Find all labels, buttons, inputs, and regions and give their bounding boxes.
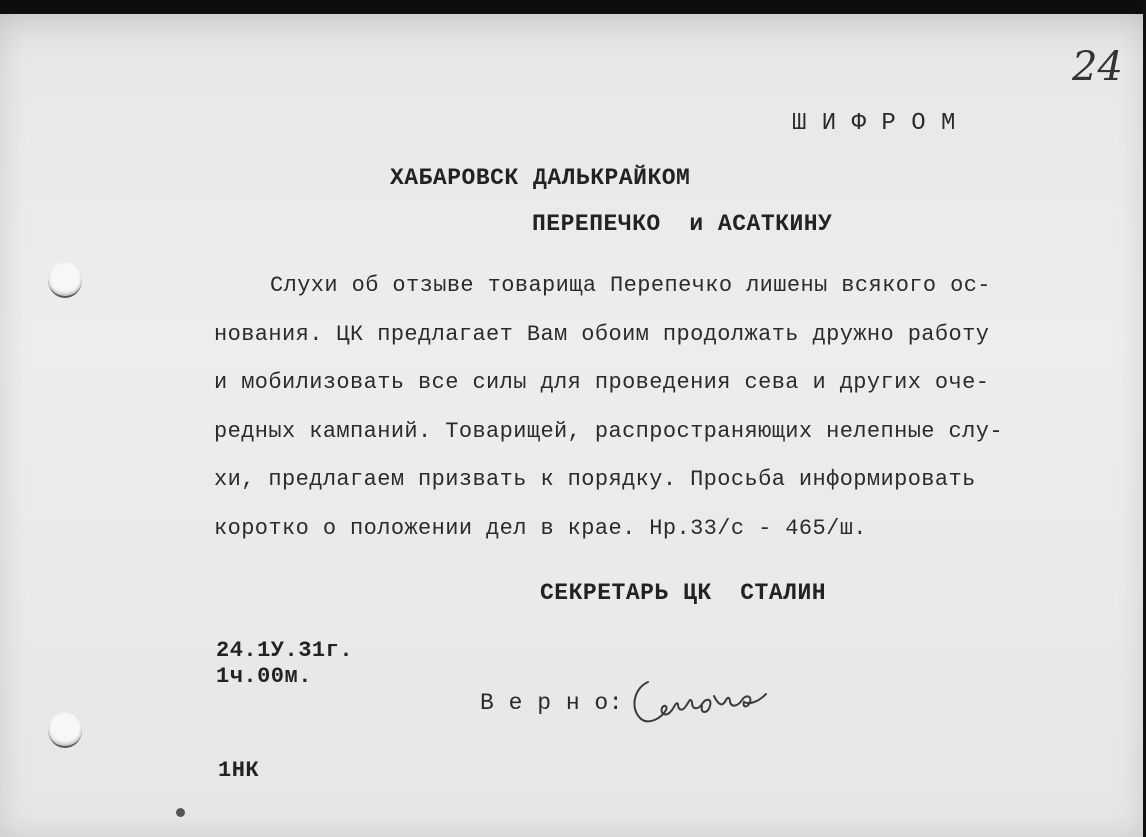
handwritten-signature [626, 674, 776, 734]
addressee-line-2: ПЕРЕПЕЧКО и АСАТКИНУ [532, 211, 833, 237]
body-line-3: и мобилизовать все силы для проведения сева и других оче- [214, 370, 990, 395]
sender-line: СЕКРЕТАРЬ ЦК СТАЛИН [540, 580, 827, 606]
footer-code: 1НК [218, 758, 260, 783]
handwritten-page-number: 24 [1072, 44, 1123, 90]
message-body [214, 262, 1094, 553]
punch-hole-upper [48, 262, 82, 298]
addressee-line-1: ХАБАРОВСК ДАЛЬКРАЙКОМ [390, 165, 691, 191]
document-page [0, 14, 1144, 837]
certified-label: В е р н о: [480, 690, 624, 716]
body-line-1: Слухи об отзыве товарища Перепечко лишены всякого ос- [270, 273, 991, 298]
punch-hole-lower [48, 712, 82, 748]
time-line: 1ч.00м. [216, 664, 312, 689]
body-line-2: нования. ЦК предлагает Вам обоим продолжать дружно работу [214, 321, 990, 347]
body-line-6: коротко о положении дел в крае. Нр.33/с - 465/ш. [214, 515, 867, 541]
paper-speck [176, 808, 185, 817]
cipher-header: Ш И Ф Р О М [792, 110, 956, 137]
body-line-5: хи, предлагаем призвать к порядку. Просьба информировать [214, 467, 976, 492]
date-line: 24.1У.31г. [216, 638, 354, 663]
body-line-4: редных кампаний. Товарищей, распространяющих нелепные слу- [214, 418, 1003, 444]
